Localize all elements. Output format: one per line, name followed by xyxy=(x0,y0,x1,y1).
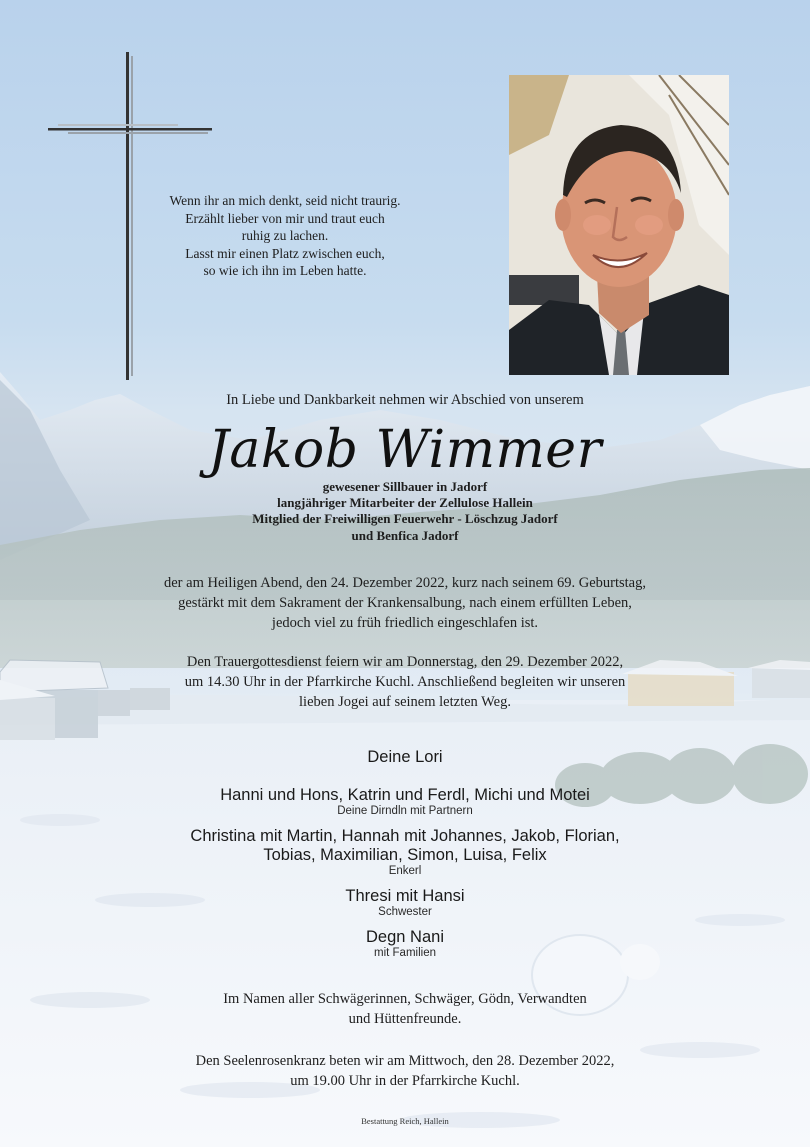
mourner-name: Deine Lori xyxy=(367,748,443,766)
closing-text xyxy=(80,989,730,1029)
undertaker-credit: Bestattung Reich, Hallein xyxy=(361,1116,449,1126)
mourner-name: Christina mit Martin, Hannah mit Johannes, Jakob, Florian, xyxy=(190,827,620,845)
poem-line: Erzählt lieber von mir und traut euch xyxy=(185,210,385,226)
poem-line: Wenn ihr an mich denkt, seid nicht traurig. xyxy=(169,193,401,208)
mourner-name: Hanni und Hons, Katrin und Ferdl, Michi und Motei xyxy=(220,786,590,804)
memorial-poem xyxy=(160,192,410,280)
mourner-relation: Enkerl xyxy=(388,865,422,877)
intro-text: In Liebe und Dankbarkeit nehmen wir Abschied von unserem xyxy=(226,392,584,408)
role-line: Mitglied der Freiwilligen Feuerwehr - Löschzug Jadorf xyxy=(252,511,558,527)
rosary-line: um 19.00 Uhr in der Pfarrkirche Kuchl. xyxy=(290,1073,520,1089)
deceased-name: Jakob Wimmer xyxy=(208,420,602,480)
poem-line: so wie ich ihn im Leben hatte. xyxy=(203,263,367,279)
portrait-photo xyxy=(509,75,729,375)
notice-line: der am Heiligen Abend, den 24. Dezember 2022, kurz nach seinem 69. Geburtstag, xyxy=(164,575,646,591)
role-line: langjähriger Mitarbeiter der Zellulose Hallein xyxy=(277,495,533,511)
mourner-relation: Deine Dirndln mit Partnern xyxy=(337,805,473,817)
death-notice xyxy=(80,573,730,633)
rosary-line: Den Seelenrosenkranz beten wir am Mittwoch, den 28. Dezember 2022, xyxy=(195,1053,615,1069)
mourner-name: Tobias, Maximilian, Simon, Luisa, Felix xyxy=(263,846,547,864)
closing-line: Im Namen aller Schwägerinnen, Schwäger, Gödn, Verwandten xyxy=(223,991,587,1007)
mourner-relation: Schwester xyxy=(378,906,432,918)
poem-line: Lasst mir einen Platz zwischen euch, xyxy=(185,245,385,261)
funeral-service-notice xyxy=(80,652,730,712)
notice-line: Den Trauergottesdienst feiern wir am Donnerstag, den 29. Dezember 2022, xyxy=(186,654,624,670)
role-line: und Benfica Jadorf xyxy=(351,527,459,543)
mourner-name: Degn Nani xyxy=(366,928,444,946)
deceased-roles xyxy=(80,479,730,544)
notice-line: um 14.30 Uhr in der Pfarrkirche Kuchl. Anschließend begleiten wir unseren xyxy=(184,674,626,690)
mourner-relation: mit Familien xyxy=(374,947,436,959)
rosary-notice xyxy=(80,1051,730,1091)
notice-line: jedoch viel zu früh friedlich eingeschlafen ist. xyxy=(271,615,539,631)
mourner-name: Thresi mit Hansi xyxy=(345,887,465,905)
notice-line: lieben Jogei auf seinem letzten Weg. xyxy=(299,694,511,710)
notice-line: gestärkt mit dem Sakrament der Krankensalbung, nach einem erfüllten Leben, xyxy=(178,595,632,611)
role-line: gewesener Sillbauer in Jadorf xyxy=(322,479,488,494)
mourners-list xyxy=(80,748,730,960)
closing-line: und Hüttenfreunde. xyxy=(348,1011,462,1027)
poem-line: ruhig zu lachen. xyxy=(241,228,329,244)
